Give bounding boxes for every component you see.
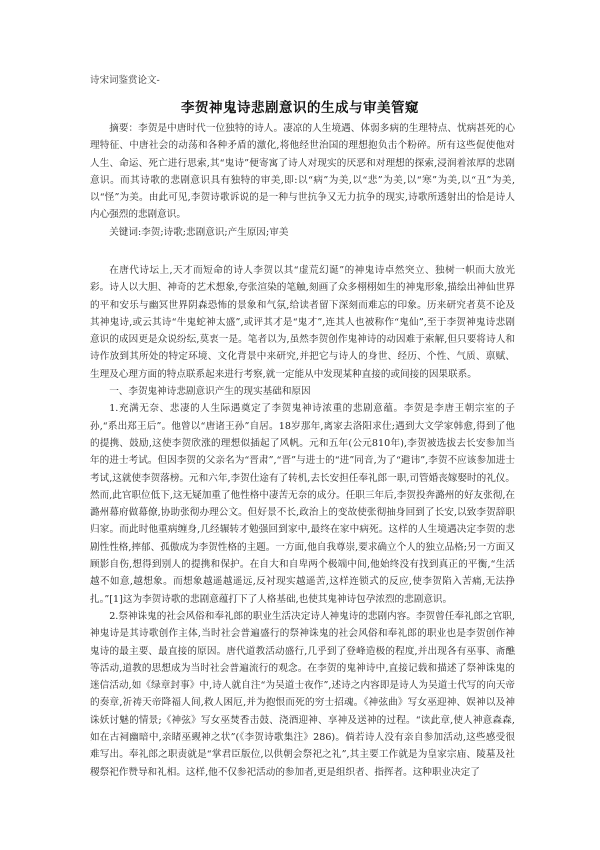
header-label: 诗宋词鉴赏论文- [90,75,160,86]
intro-paragraph: 在唐代诗坛上,天才而短命的诗人李贺以其“虚荒幻诞”的神鬼诗卓然突立、独树一帜而大放光彩。诗人以大胆、神奇的艺术想象,夸张渲染的笔触,刻画了众多栩栩如生的神鬼形象,描绘出神仙世界的平和安乐与幽冥世界阴森恐怖的景象和气氛,给读者留下深刻而难忘的印象。历来研究者莫不论及其神鬼诗,或云其诗“牛鬼蛇神太盛”,或评其才是“鬼才”,连其人也被称作“鬼仙”,至于李贺神鬼诗悲剧意识的成因更是众说纷纭,莫衷一是。笔者以为,虽然李贺创作鬼神诗的动因难于索解,但只要将诗人和诗作放到其所处的特定环境、文化背景中来研究,并把它与诗人的身世、经历、个性、气质、禀赋、生理及心理方面的特点联系起来进行考察,就一定能从中发现某种直接的或间接的因果联系。 [90,265,515,380]
section-heading: 一、李贺鬼神诗悲剧意识产生的现实基础和原因 [109,386,311,398]
abstract-block [90,120,515,241]
body-paragraph: 2.祭神诛鬼的社会风俗和奉礼郎的职业生活决定诗人神鬼诗的悲剧内容。李贺曾任奉礼郎之官职,神鬼诗是其诗歌创作主体,当时社会普遍盛行的祭神诛鬼的社会风俗和奉礼郎的职业也是李贺创作神鬼诗的最主要、最直接的原因。唐代道教活动盛行,几乎到了登峰造极的程度,并出现各有巫事、斋醮等活动,道教的思想成为当时社会普遍流行的观念。在李贺的鬼神诗中,直接记载和描述了祭神诛鬼的迷信活动,如《绿章封事》中,诗人就自注“为吴道士夜作”,述诗之内容即是诗人为吴道士代写的向天帝的奏章,祈祷天帝降福人间,救人困厄,并为抱恨而死的穷士招魂。《神弦曲》写女巫迎神、娱神以及神诛妖讨魅的情景;《神弦》写女巫焚香击鼓、浇酒迎神、享神及送神的过程。“读此章,使人神意森森,如在古祠幽暗中,亲睹巫觋神之状”(《李贺诗歌集注》286)。倘若诗人没有亲自参加活动,这些感受很难写出。奉礼郎之职责就是“掌君臣版位,以供朝会祭祀之礼”,其主要工作就是为皇家宗庙、陵墓及社稷祭祀作赞导和礼相。这样,他不仅参祀活动的参加者,更是组织者、指挥者。这种职业决定了 [90,610,515,778]
body-paragraph: 1.充满无奈、悲凄的人生际遇奠定了李贺鬼神诗浓重的悲剧意蕴。李贺是李唐王朝宗室的子孙,“系出郑王后”。他曾以“唐诸王孙”自居。18岁那年,离家去洛阳求仕;遇到大文学家韩愈,得到了他的提携、鼓励,这使李贺欣涨的理想似插起了风帆。元和五年(公元810年),李贺被选拔去长安参加当年的进士考试。但因李贺的父亲名为“晋肃”,“晋”与进士的“进”同音,为了“避讳”,李贺不应该参加进士考试,这就使李贺落榜。元和六年,李贺仕途有了转机,去长安担任奉礼郎一职,司管婚丧嫁娶时的礼仪。然而,此官职位低下,这无疑加重了他性格中凄苦无奈的成分。任职三年后,李贺投奔潞州的好友张彻,在潞州幕府做幕僚,协助张彻办理公文。但好景不长,政治上的变故使张彻抽身回到了长安,以致李贺辞职归家。而此时他重病缠身,几经辗转才勉强回到家中,最终在家中病死。这样的人生境遇决定李贺的悲剧性性格,摔郁、孤傲成为李贺性格的主题。一方面,他自我尊崇,要求确立个人的独立品格;另一方面又顾影自伤,想得到别人的提携和保护。在自大和自卑两个极端中间,他始终没有找到真正的平衡,“生活越不如意,越想象。而想象越遥越遥远,反衬现实越遥苦,这样连锁式的反应,使李贺陷入苦痛,无法挣扎。”[1]这为李贺诗歌的悲剧意蕴打下了人格基础,也使其鬼神诗包孕浓烈的悲剧意识。 [90,403,515,605]
page-title: 李贺神鬼诗悲剧意识的生成与审美管窥 [181,100,419,116]
main-body [90,262,515,781]
keywords-text: 关键词:李贺;诗歌;悲剧意识;产生原因;审美 [109,226,289,238]
abstract-text: 摘要：李贺是中唐时代一位独特的诗人。凄凉的人生境遇、体弱多病的生理特点、忧病甚死的心理特征、中唐社会的动荡和各种矛盾的激化,将他经世治国的理想抱负击个粉碎。所有这些促使他对人生、命运、死亡进行思索,其“鬼诗”便寄寓了诗人对现实的厌恶和对理想的探索,浸润着浓厚的悲剧意识。而其诗歌的悲剧意识具有独特的审美,即:以“病”为美,以“悲”为美,以“寒”为美,以“丑”为美,以“怪”为美。由此可见,李贺诗歌诉说的是一种与世抗争又无力抗争的现实,诗歌所透射出的恰是诗人内心强烈的悲剧意识。 [90,123,515,221]
